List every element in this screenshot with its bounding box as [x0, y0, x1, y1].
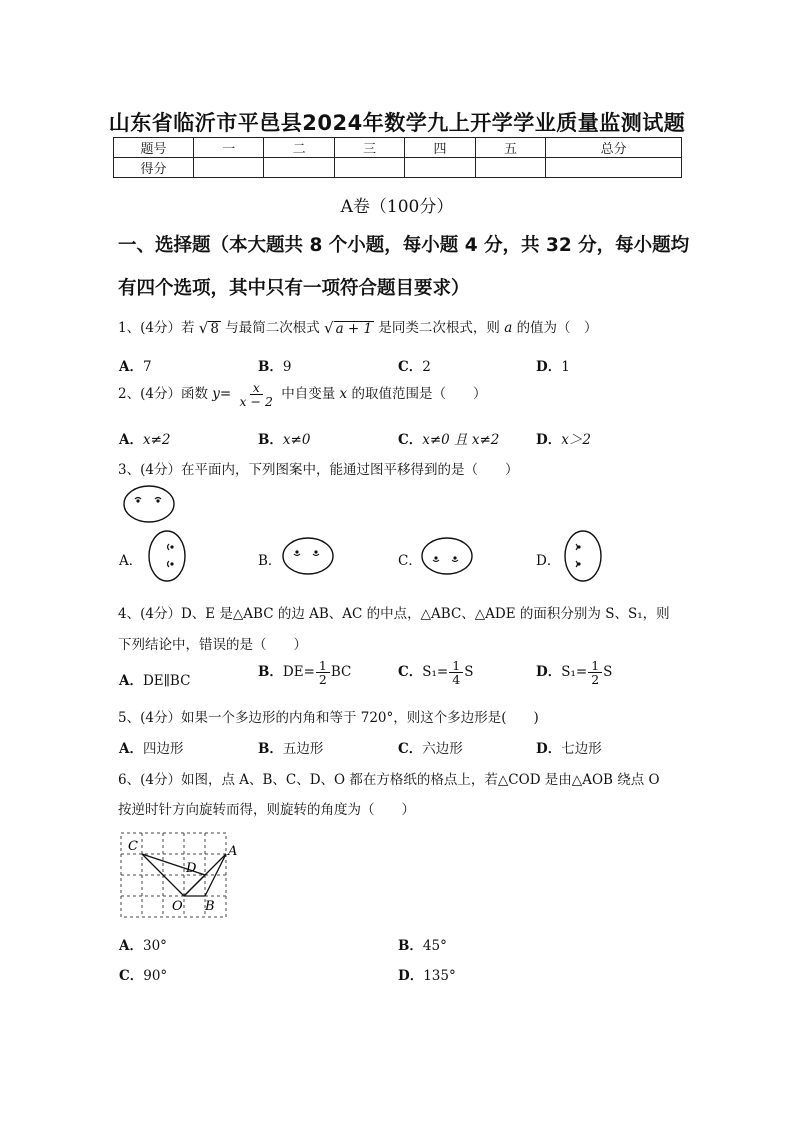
question-6-stem-line1: 6、(4分）如图，点 A、B、C、D、O 都在方格纸的格点上，若△COD 是由△AOB 绕点 O: [118, 772, 660, 788]
q6-option-c[interactable]: C．90°: [119, 968, 168, 984]
score-blank-cell[interactable]: [334, 158, 404, 178]
q4-option-c[interactable]: C．S₁= $\frac{1}{4}$ S: [398, 658, 474, 688]
q4-option-a[interactable]: A．DE∥BC: [119, 673, 191, 689]
score-cell: 题号: [114, 138, 194, 158]
q2-end: 的取值范围是（ ）: [351, 386, 487, 403]
q2-y: y=: [212, 386, 232, 403]
score-cell: 四: [405, 138, 475, 158]
q2-option-c[interactable]: C．x≠0 且 x≠2: [398, 432, 500, 448]
score-blank-cell[interactable]: [405, 158, 475, 178]
score-row-label: 得分: [114, 158, 194, 178]
q1-var: a: [504, 320, 513, 336]
part1-heading-line2: 有四个选项，其中只有一项符合题目要求）: [118, 278, 470, 299]
score-cell: 总分: [546, 138, 682, 158]
score-cell: 三: [334, 138, 404, 158]
q1-option-a[interactable]: A．7: [119, 359, 152, 375]
question-6-stem-line2: 按逆时针方向旋转而得，则旋转的角度为（ ）: [118, 802, 415, 818]
q1-option-c[interactable]: C．2: [398, 359, 431, 375]
question-2-stem: [118, 381, 486, 408]
q3-reference-face-figure: [122, 484, 178, 524]
q3-option-a-figure[interactable]: [144, 528, 190, 584]
question-4-stem-line1: 4、(4分）D、E 是△ABC 的边 AB、AC 的中点，△ABC、△ADE 的面积分别为 S、S₁，则: [118, 606, 670, 622]
q3-option-c-label[interactable]: C．: [398, 553, 422, 569]
q2-option-a[interactable]: A．x≠2: [119, 432, 171, 448]
question-3-stem: 3、(4分）在平面内，下列图案中，能通过图平移得到的是（ ）: [118, 462, 519, 478]
part1-heading-line1: 一、选择题（本大题共 8 个小题，每小题 4 分，共 32 分，每小题均: [118, 235, 690, 256]
q1-option-b[interactable]: B．9: [258, 359, 292, 375]
q1-prefix: 1、(4分）若: [118, 320, 195, 336]
q2-suffix: 中自变量: [281, 386, 336, 403]
q3-option-a-label[interactable]: A．: [119, 553, 143, 569]
page-title: 山东省临沂市平邑县2024年数学九上开学学业质量监测试题: [108, 111, 686, 135]
q2-option-b[interactable]: B．x≠0: [258, 432, 311, 448]
q2-fraction: $\frac{x}{x - 2}$: [239, 380, 273, 410]
score-blank-cell[interactable]: [475, 158, 545, 178]
label-c: C: [128, 839, 138, 854]
q1-end: 的值为（ ）: [516, 320, 598, 336]
q1-option-d[interactable]: D．1: [536, 359, 570, 375]
q3-option-c-figure[interactable]: [419, 536, 475, 576]
label-a: A: [228, 844, 238, 859]
question-1-stem: [118, 316, 598, 336]
q1-mid: 与最简二次根式: [225, 320, 320, 336]
q6-option-b[interactable]: B．45°: [398, 938, 447, 954]
q6-option-a[interactable]: A．30°: [119, 938, 167, 954]
q3-option-d-label[interactable]: D．: [536, 553, 561, 569]
q5-option-b[interactable]: B．五边形: [258, 741, 324, 757]
score-cell: 五: [475, 138, 545, 158]
score-table-score-row: [114, 158, 682, 178]
q1-suffix: 是同类二次根式，则: [378, 320, 500, 336]
section-a-heading: A卷（100分）: [340, 197, 454, 217]
q6-grid-figure: [116, 828, 236, 922]
q1-radicand-2: a + 1: [335, 320, 373, 337]
q5-option-c[interactable]: C．六边形: [398, 741, 463, 757]
score-blank-cell[interactable]: [264, 158, 334, 178]
question-5-stem: 5、(4分）如果一个多边形的内角和等于 720°，则这个多边形是( ): [118, 710, 539, 726]
score-table: [113, 137, 682, 178]
q2-prefix: 2、(4分）函数: [118, 386, 208, 403]
score-blank-cell[interactable]: [194, 158, 264, 178]
q3-option-d-figure[interactable]: [560, 528, 606, 584]
score-blank-cell[interactable]: [546, 158, 682, 178]
score-cell: 一: [194, 138, 264, 158]
sqrt-expression: √ a + 1: [324, 318, 373, 337]
question-4-stem-line2: 下列结论中，错误的是（ ）: [118, 637, 307, 653]
sqrt-expression: √ 8: [198, 318, 219, 337]
q5-option-a[interactable]: A．四边形: [119, 741, 184, 757]
q1-radicand-1: 8: [210, 320, 219, 337]
q6-option-d[interactable]: D．135°: [398, 968, 456, 984]
q4-option-d[interactable]: D．S₁= $\frac{1}{2}$ S: [536, 658, 613, 688]
label-d: D: [186, 861, 197, 876]
q3-option-b-label[interactable]: B．: [258, 553, 282, 569]
label-b: B: [205, 899, 215, 914]
q2-option-d[interactable]: D．x＞2: [536, 432, 591, 448]
q2-var: x: [339, 386, 348, 403]
label-o: O: [172, 899, 183, 914]
q4-option-b[interactable]: B．DE= $\frac{1}{2}$ BC: [258, 658, 352, 688]
q3-option-b-figure[interactable]: [280, 536, 336, 576]
q5-option-d[interactable]: D．七边形: [536, 741, 602, 757]
score-cell: 二: [264, 138, 334, 158]
score-table-header-row: [114, 138, 682, 158]
